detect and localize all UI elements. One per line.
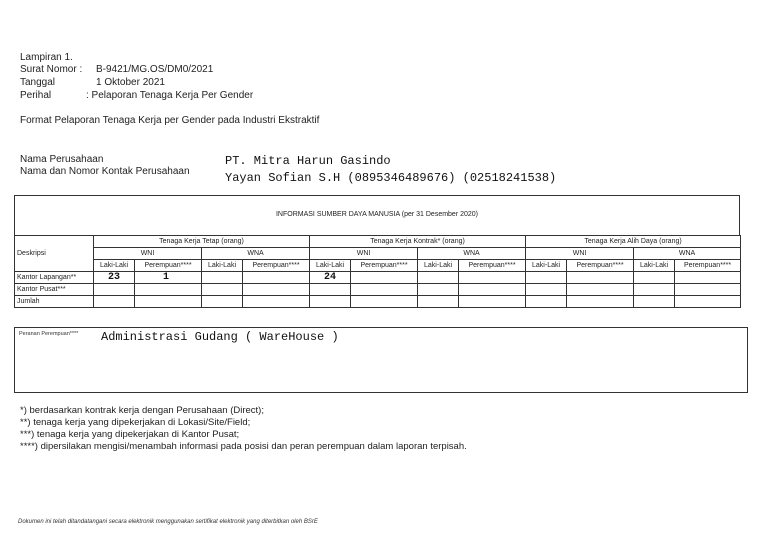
table-cell[interactable] <box>135 284 202 296</box>
peranan-perempuan-label: Peranan Perempuan**** <box>19 331 79 337</box>
perempuan-header: Perempuan**** <box>243 260 310 272</box>
table-row-jumlah <box>15 296 741 308</box>
laki-header: Laki-Laki <box>94 260 135 272</box>
table-cell[interactable] <box>418 272 459 284</box>
table-cell[interactable] <box>351 296 418 308</box>
table-cell[interactable]: 23 <box>94 272 135 284</box>
group-tetap: Tenaga Kerja Tetap (orang) <box>94 236 310 248</box>
table-header-row-gender <box>15 260 741 272</box>
surat-nomor-value: B-9421/MG.OS/DM0/2021 <box>96 64 214 75</box>
laki-header: Laki-Laki <box>418 260 459 272</box>
table-cell[interactable] <box>459 272 526 284</box>
tanggal-value: 1 Oktober 2021 <box>96 77 165 88</box>
table-cell[interactable] <box>526 284 567 296</box>
company-name-label: Nama Perusahaan <box>20 154 104 165</box>
table-cell[interactable] <box>243 296 310 308</box>
table-cell[interactable] <box>202 296 243 308</box>
table-row-kantor-lapangan <box>15 272 741 284</box>
table-cell[interactable] <box>634 296 675 308</box>
wni-header: WNI <box>94 248 202 260</box>
table-cell[interactable] <box>243 272 310 284</box>
table-cell[interactable] <box>567 296 634 308</box>
table-cell[interactable] <box>459 284 526 296</box>
perempuan-header: Perempuan**** <box>351 260 418 272</box>
peranan-perempuan-value: Administrasi Gudang ( WareHouse ) <box>101 330 339 344</box>
footnote: ****) dipersilakan mengisi/menambah informasi pada posisi dan peran perempuan dalam laporan terpisah. <box>20 441 467 452</box>
table-cell[interactable]: 1 <box>135 272 202 284</box>
footnote: ***) tenaga kerja yang dipekerjakan di Kantor Pusat; <box>20 429 240 440</box>
footnote: *) berdasarkan kontrak kerja dengan Perusahaan (Direct); <box>20 405 264 416</box>
wna-header: WNA <box>634 248 741 260</box>
wni-header: WNI <box>526 248 634 260</box>
table-cell[interactable] <box>135 296 202 308</box>
footnote: **) tenaga kerja yang dipekerjakan di Lokasi/Site/Field; <box>20 417 251 428</box>
table-cell[interactable]: 24 <box>310 272 351 284</box>
laki-header: Laki-Laki <box>202 260 243 272</box>
table-cell[interactable] <box>675 284 741 296</box>
table-cell[interactable] <box>634 284 675 296</box>
group-alih-daya: Tenaga Kerja Alih Daya (orang) <box>526 236 741 248</box>
surat-nomor-label: Surat Nomor : <box>20 64 83 75</box>
row-label: Kantor Lapangan** <box>15 272 94 284</box>
table-cell[interactable] <box>94 296 135 308</box>
footnotes <box>20 405 467 453</box>
table-cell[interactable] <box>634 272 675 284</box>
table-cell[interactable] <box>310 284 351 296</box>
table-cell[interactable] <box>526 296 567 308</box>
table-cell[interactable] <box>243 284 310 296</box>
table-title-box <box>14 195 740 236</box>
table-title: INFORMASI SUMBER DAYA MANUSIA (per 31 Desember 2020) <box>275 211 479 218</box>
laki-header: Laki-Laki <box>634 260 675 272</box>
perihal-value: : Pelaporan Tenaga Kerja Per Gender <box>86 90 254 101</box>
row-label: Kantor Pusat*** <box>15 284 94 296</box>
table-cell[interactable] <box>351 272 418 284</box>
tanggal-label: Tanggal <box>20 77 56 88</box>
table-header-row-groups <box>15 236 741 248</box>
company-contact-label: Nama dan Nomor Kontak Perusahaan <box>20 166 190 177</box>
format-title: Format Pelaporan Tenaga Kerja per Gender pada Industri Ekstraktif <box>20 115 320 126</box>
table-header-row-nationality <box>15 248 741 260</box>
wna-header: WNA <box>418 248 526 260</box>
table-cell[interactable] <box>94 284 135 296</box>
table-cell[interactable] <box>567 284 634 296</box>
company-contact-value: Yayan Sofian S.H (0895346489676) (02518241538) <box>225 171 557 185</box>
table-cell[interactable] <box>202 284 243 296</box>
table-cell[interactable] <box>675 296 741 308</box>
perempuan-header: Perempuan**** <box>135 260 202 272</box>
table-row-kantor-pusat <box>15 284 741 296</box>
laki-header: Laki-Laki <box>310 260 351 272</box>
perempuan-header: Perempuan**** <box>459 260 526 272</box>
sdm-table <box>14 235 741 308</box>
footer-signature-note: Dokumen ini telah ditandatangani secara elektronik menggunakan sertifikat elektronik yang diterbitkan oleh BSrE <box>18 519 318 525</box>
perihal-label: Perihal <box>20 90 52 101</box>
table-cell[interactable] <box>310 296 351 308</box>
table-cell[interactable] <box>675 272 741 284</box>
table-cell[interactable] <box>351 284 418 296</box>
lampiran-text: Lampiran 1. <box>20 52 73 63</box>
deskripsi-header: Deskripsi <box>15 236 94 272</box>
group-kontrak: Tenaga Kerja Kontrak* (orang) <box>310 236 526 248</box>
perempuan-header: Perempuan**** <box>567 260 634 272</box>
wna-header: WNA <box>202 248 310 260</box>
table-cell[interactable] <box>459 296 526 308</box>
table-cell[interactable] <box>567 272 634 284</box>
peranan-perempuan-box[interactable] <box>14 327 748 393</box>
wni-header: WNI <box>310 248 418 260</box>
table-cell[interactable] <box>418 284 459 296</box>
table-cell[interactable] <box>202 272 243 284</box>
company-name-value: PT. Mitra Harun Gasindo <box>225 154 391 168</box>
table-cell[interactable] <box>526 272 567 284</box>
perempuan-header: Perempuan**** <box>675 260 741 272</box>
row-label: Jumlah <box>15 296 94 308</box>
table-cell[interactable] <box>418 296 459 308</box>
laki-header: Laki-Laki <box>526 260 567 272</box>
